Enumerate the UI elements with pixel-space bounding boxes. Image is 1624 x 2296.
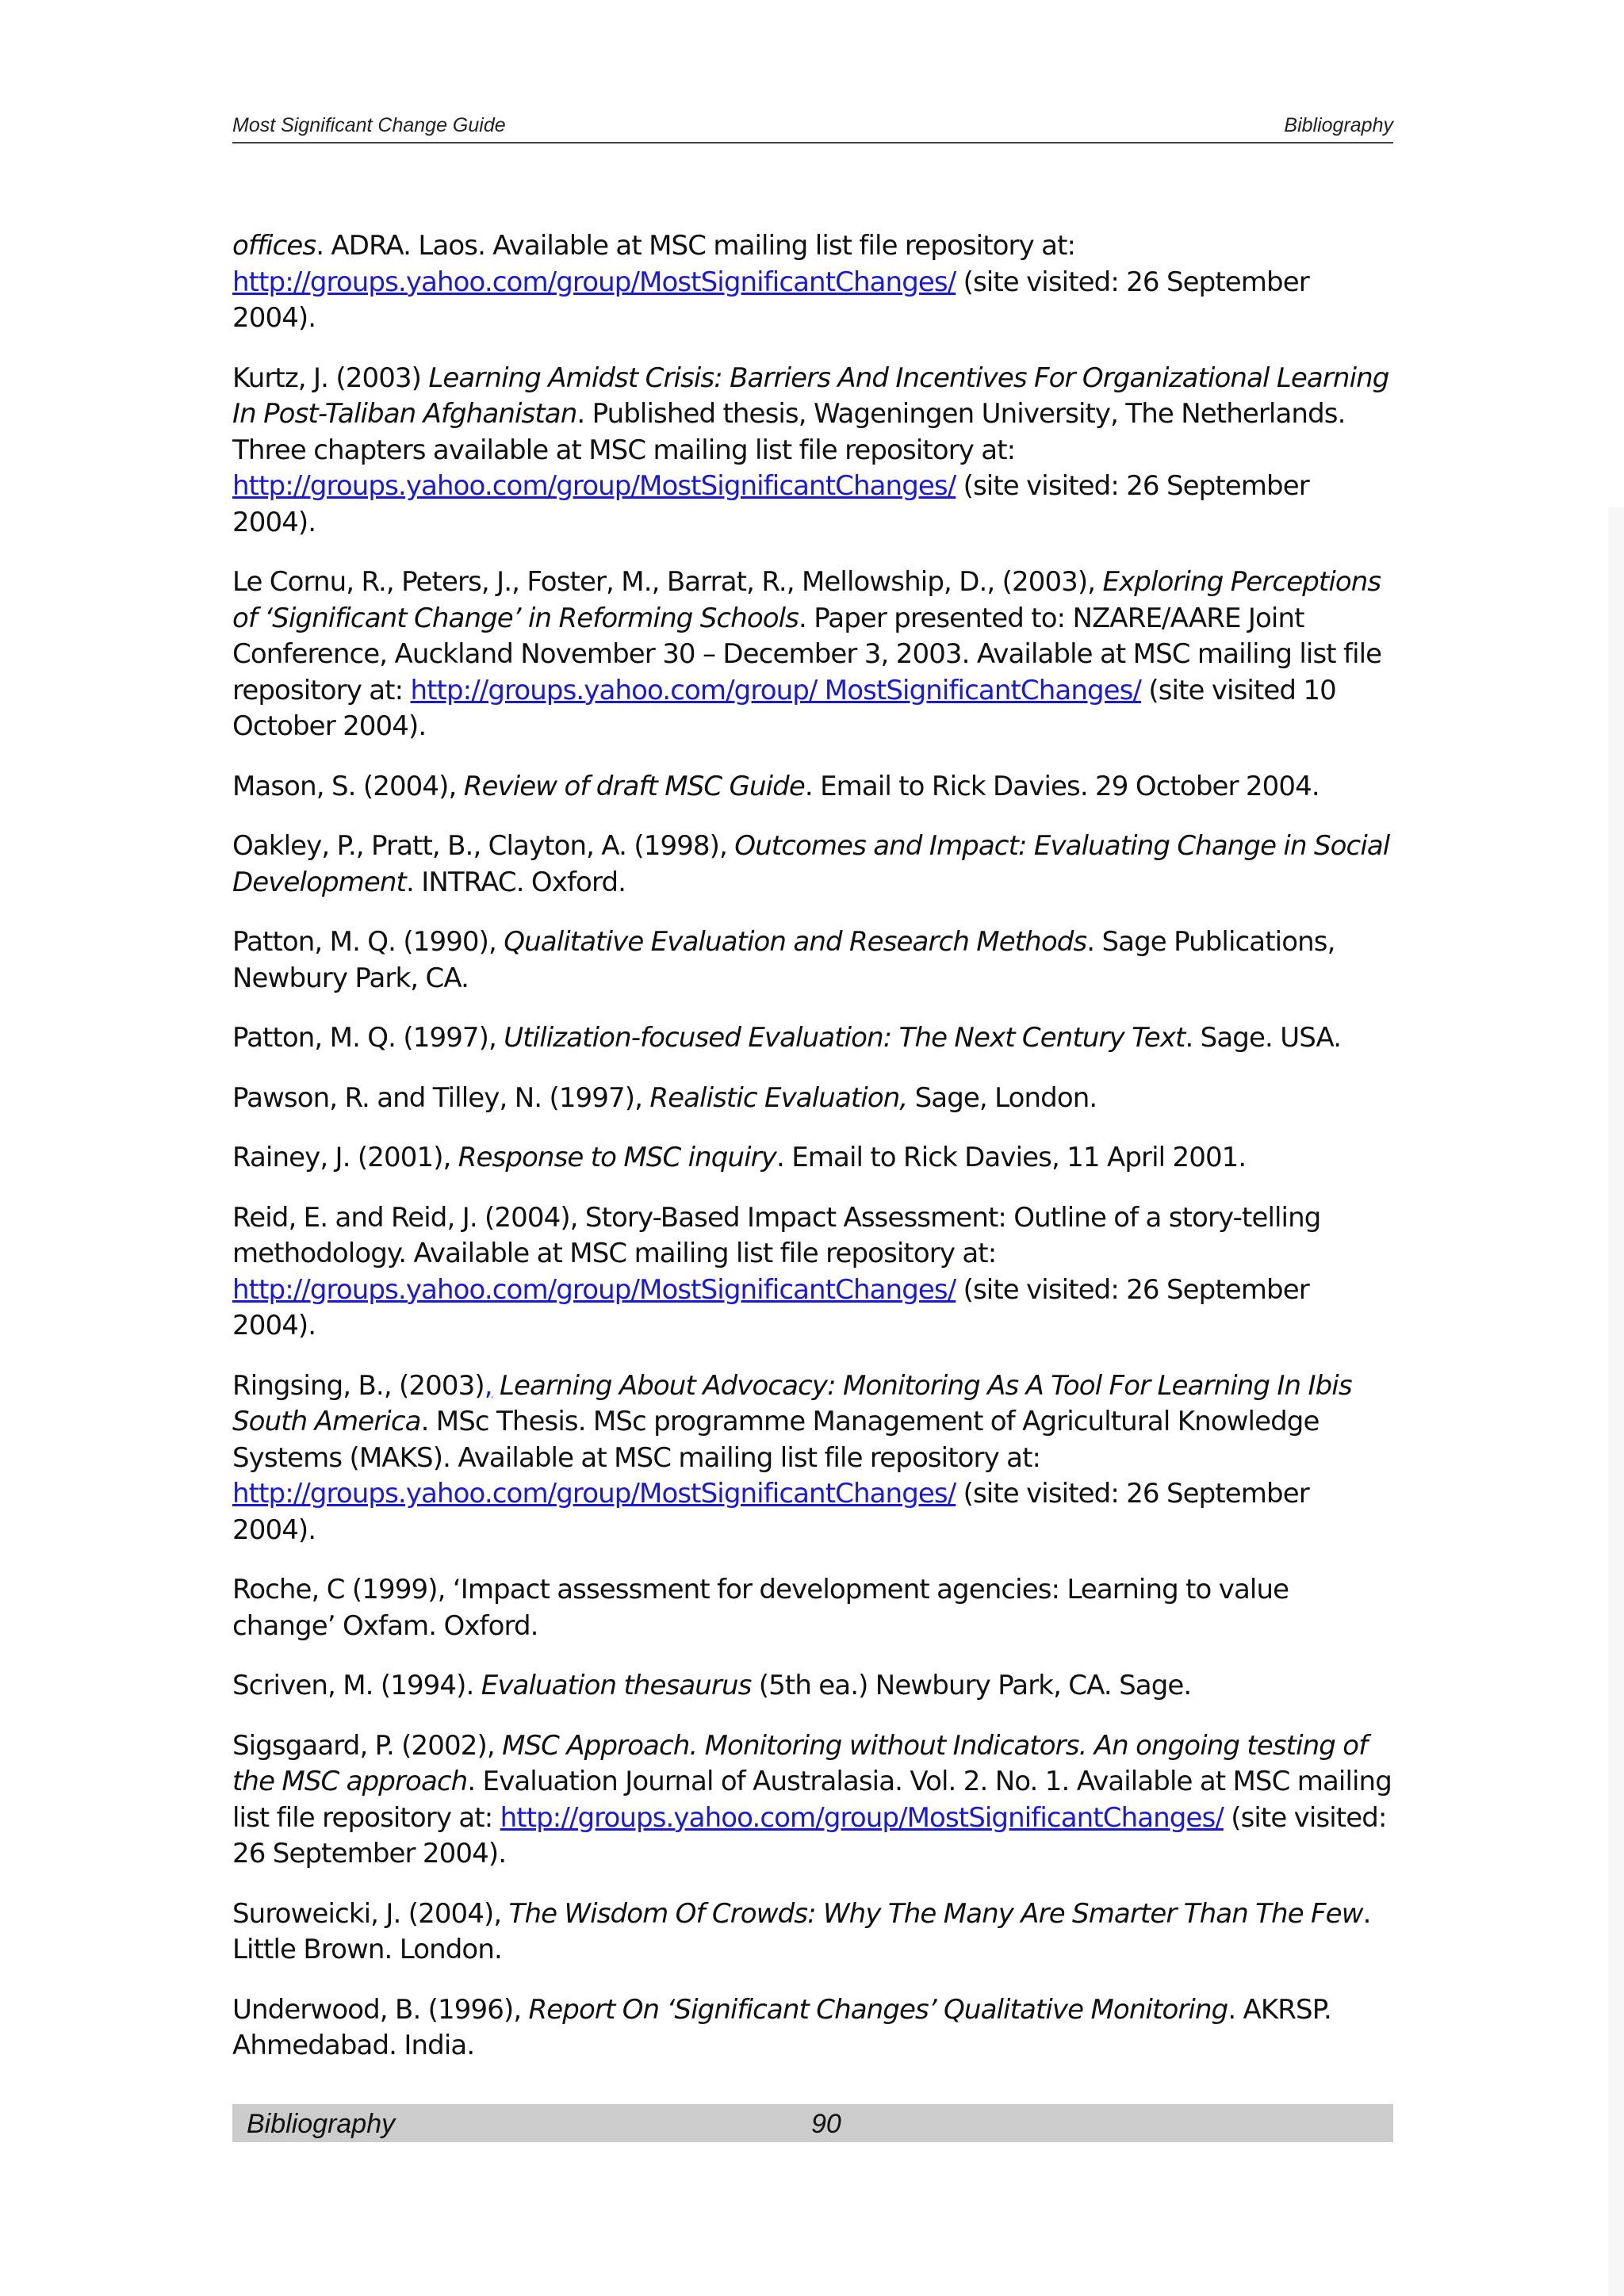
entry-text: Rainey, J. (2001), (232, 1142, 458, 1173)
entry-text: Mason, S. (2004), (232, 770, 464, 802)
bibliography-entry (232, 1368, 1398, 1549)
entry-text: Sage, London. (907, 1081, 1097, 1114)
entry-title: Response to MSC inquiry (458, 1142, 776, 1173)
entry-text: Underwood, B. (1996), (232, 1993, 529, 2026)
bibliography-entry (232, 564, 1398, 745)
bibliography-entry (232, 769, 1398, 806)
entry-text: Suroweicki, J. (2004), (232, 1897, 509, 1930)
repository-link[interactable]: http://groups.yahoo.com/group/MostSignificantChanges/ (500, 1801, 1224, 1834)
entry-text: . ADRA. Laos. Available at MSC mailing list file repository at: (316, 230, 1076, 262)
entry-text: Pawson, R. and Tilley, N. (1997), (232, 1081, 650, 1114)
entry-text: . Little Brown. London. (232, 1897, 1371, 1965)
bibliography-entry (232, 228, 1398, 337)
repository-link[interactable]: , (484, 1369, 492, 1402)
entry-text: Kurtz, J. (2003) (232, 362, 429, 394)
entry-text: (5th ea.) Newbury Park, CA. Sage. (751, 1670, 1192, 1701)
entry-text: . Sage. USA. (1185, 1022, 1342, 1054)
entry-text: (site visited: 26 September 2004). (232, 1273, 1309, 1341)
bibliography-entry (232, 1200, 1398, 1345)
entry-title: MSC Approach. Monitoring without Indicators. An ongoing testing of the MSC approach (232, 1729, 1368, 1797)
bibliography-entry (232, 1020, 1398, 1057)
entry-title: offices (232, 230, 316, 262)
entry-title: Utilization-focused Evaluation: The Next Century Text (504, 1022, 1185, 1054)
bibliography-entry (232, 1572, 1398, 1644)
entry-text: Ringsing, B., (2003) (232, 1369, 485, 1402)
entry-text: Roche, C (1999), ‘Impact assessment for development agencies: Learning to value change’ Oxfam. Oxford. (232, 1574, 1289, 1642)
bibliography-entry (232, 1668, 1398, 1705)
entry-title: Learning Amidst Crisis: Barriers And Incentives For Organizational Learning In Post-Taliban Afghanistan (232, 362, 1389, 430)
bibliography-entry (232, 1896, 1398, 1969)
entry-text: Patton, M. Q. (1997), (232, 1022, 504, 1054)
repository-link[interactable]: http://groups.yahoo.com/group/MostSignificantChanges/ (232, 1273, 956, 1306)
entry-text: . Email to Rick Davies. 29 October 2004. (804, 770, 1320, 802)
entry-text: . INTRAC. Oxford. (406, 866, 626, 898)
repository-link[interactable]: http://groups.yahoo.com/group/MostSignificantChanges/ (232, 470, 956, 502)
entry-text: (site visited: 26 September 2004). (232, 1801, 1387, 1869)
entry-text: Reid, E. and Reid, J. (2004), Story-Based Impact Assessment: Outline of a story-telling methodology. Available at MSC mailing list file repository at: (232, 1201, 1321, 1269)
entry-title: Exploring Perceptions of ‘Significant Change’ in Reforming Schools (232, 566, 1381, 634)
entry-title: Outcomes and Impact: Evaluating Change in Social Development (232, 830, 1390, 898)
header-section-title: Bibliography (1284, 114, 1393, 136)
entry-text: (site visited: 26 September 2004). (232, 1478, 1309, 1546)
entry-text: . Email to Rick Davies, 11 April 2001. (776, 1142, 1247, 1173)
bibliography-entry (232, 1728, 1398, 1873)
entry-text: Sigsgaard, P. (2002), (232, 1729, 503, 1762)
entry-text: Scriven, M. (1994). (232, 1670, 481, 1701)
entry-text: Le Cornu, R., Peters, J., Foster, M., Barrat, R., Mellowship, D., (2003), (232, 566, 1103, 598)
repository-link[interactable]: http://groups.yahoo.com/group/MostSignificantChanges/ (232, 1478, 956, 1510)
entry-text: Patton, M. Q. (1990), (232, 926, 504, 958)
bibliography-list (232, 228, 1398, 2088)
entry-text: . Sage Publications, Newbury Park, CA. (232, 926, 1335, 994)
repository-link[interactable]: http://groups.yahoo.com/group/MostSignificantChanges/ (232, 266, 956, 298)
page-footer (232, 2104, 1393, 2142)
footer-section-label: Bibliography (247, 2109, 396, 2139)
bibliography-entry (232, 924, 1398, 997)
entry-text (492, 1370, 500, 1402)
bibliography-entry (232, 1992, 1398, 2064)
entry-text: . AKRSP. Ahmedabad. India. (232, 1993, 1331, 2061)
entry-title: Evaluation thesaurus (481, 1670, 752, 1701)
entry-title: Learning About Advocacy: Monitoring As A Tool For Learning In Ibis South America (232, 1369, 1352, 1437)
entry-text: (site visited 10 October 2004). (232, 674, 1336, 742)
entry-text: . Paper presented to: NZARE/AARE Joint Conference, Auckland November 30 – December 3, 2003. Available at MSC mailing list file repository at: (232, 602, 1382, 706)
bibliography-entry (232, 1140, 1398, 1177)
entry-text: . MSc Thesis. MSc programme Management of Agricultural Knowledge Systems (MAKS). Available at MSC mailing list file repository at: (232, 1406, 1320, 1474)
entry-text: . Published thesis, Wageningen University, The Netherlands. Three chapters available at MSC mailing list file repository at: (232, 398, 1346, 466)
header-guide-title: Most Significant Change Guide (232, 114, 506, 136)
repository-link[interactable]: http://groups.yahoo.com/group/ MostSignificantChanges/ (410, 674, 1142, 706)
entry-title: Review of draft MSC Guide (463, 770, 805, 802)
entry-title: Qualitative Evaluation and Research Methods (504, 926, 1087, 958)
entry-text: (site visited: 26 September 2004). (232, 470, 1309, 538)
bibliography-entry (232, 828, 1398, 901)
entry-title: Report On ‘Significant Changes’ Qualitative Monitoring (528, 1993, 1228, 2026)
bibliography-entry (232, 1081, 1398, 1117)
bibliography-entry (232, 361, 1398, 541)
entry-text: (site visited: 26 September 2004). (232, 266, 1309, 334)
page-number: 90 (811, 2109, 841, 2139)
running-header (232, 114, 1393, 144)
entry-title: The Wisdom Of Crowds: Why The Many Are Smarter Than The Few (508, 1897, 1363, 1930)
entry-title: Realistic Evaluation, (649, 1081, 908, 1114)
entry-text: . Evaluation Journal of Australasia. Vol. 2. No. 1. Available at MSC mailing list file repository at: (232, 1766, 1392, 1834)
entry-text: Oakley, P., Pratt, B., Clayton, A. (1998), (232, 830, 735, 862)
